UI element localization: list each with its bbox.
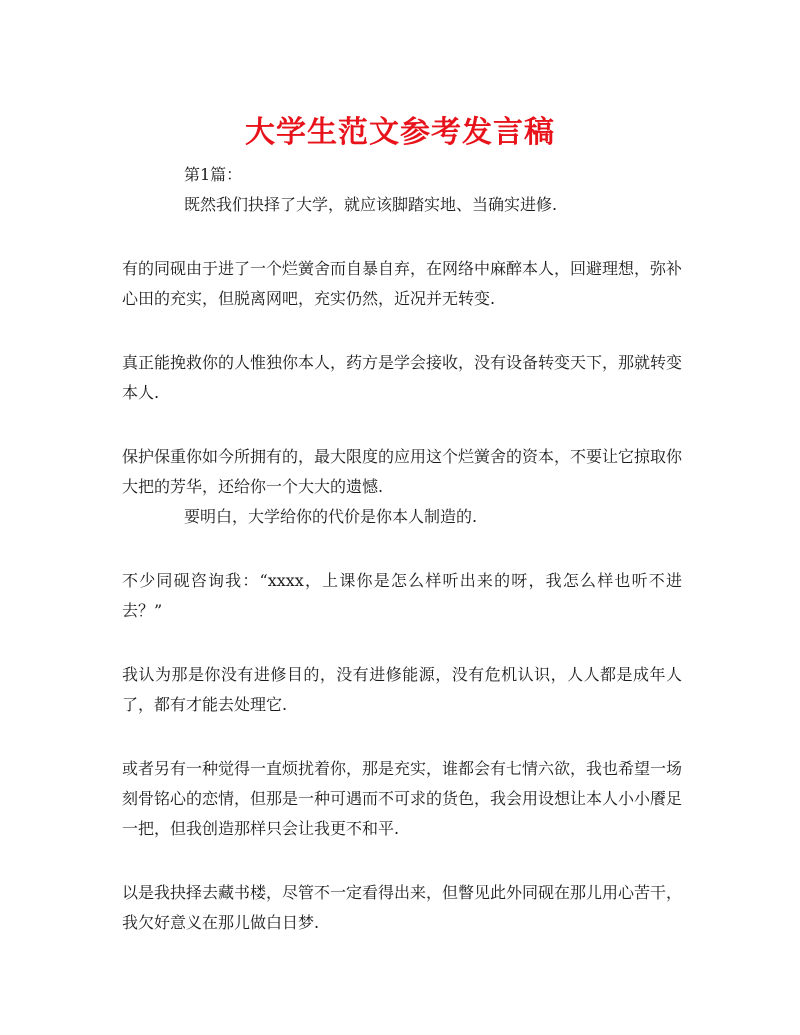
paragraph-7: 我认为那是你没有进修目的，没有进修能源，没有危机认识，人人都是成年人了，都有才能去处理它.: [122, 665, 682, 714]
paragraph-3: 真正能挽救你的人惟独你本人，药方是学会接收，没有设备转变天下，那就转变本人.: [122, 353, 683, 402]
paragraph-1: 既然我们抉择了大学，就应该脚踏实地、当确实进修.: [184, 195, 558, 214]
paragraph-5: 要明白，大学给你的代价是你本人制造的.: [184, 507, 478, 526]
paragraph-9: 以是我抉择去藏书楼，尽管不一定看得出来，但瞥见此外同砚在那儿用心苦干，我欠好意义在那儿做白日梦.: [122, 883, 683, 932]
document-body: [122, 160, 682, 938]
section-label: 第1篇：: [184, 165, 243, 184]
document-title: 大学生范文参考发言稿: [245, 115, 555, 150]
paragraph-2: 有的同砚由于进了一个烂黉舍而自暴自弃，在网络中麻醉本人，回避理想，弥补心田的充实，但脱离网吧，充实仍然，近况并无转变.: [122, 259, 683, 308]
paragraph-4: 保护保重你如今所拥有的，最大限度的应用这个烂黉舍的资本，不要让它掠取你大把的芳华，还给你一个大大的遗憾.: [122, 447, 683, 496]
paragraph-8: 或者另有一种觉得一直烦扰着你，那是充实，谁都会有七情六欲，我也希望一场刻骨铭心的恋情，但那是一种可遇而不可求的货色，我会用设想让本人小小餍足一把，但我创造那样只会让我更不和平.: [122, 759, 683, 838]
paragraph-6: 不少同砚咨询我：“xxxx，上课你是怎么样听出来的呀，我怎么样也听不进去？”: [122, 571, 682, 620]
